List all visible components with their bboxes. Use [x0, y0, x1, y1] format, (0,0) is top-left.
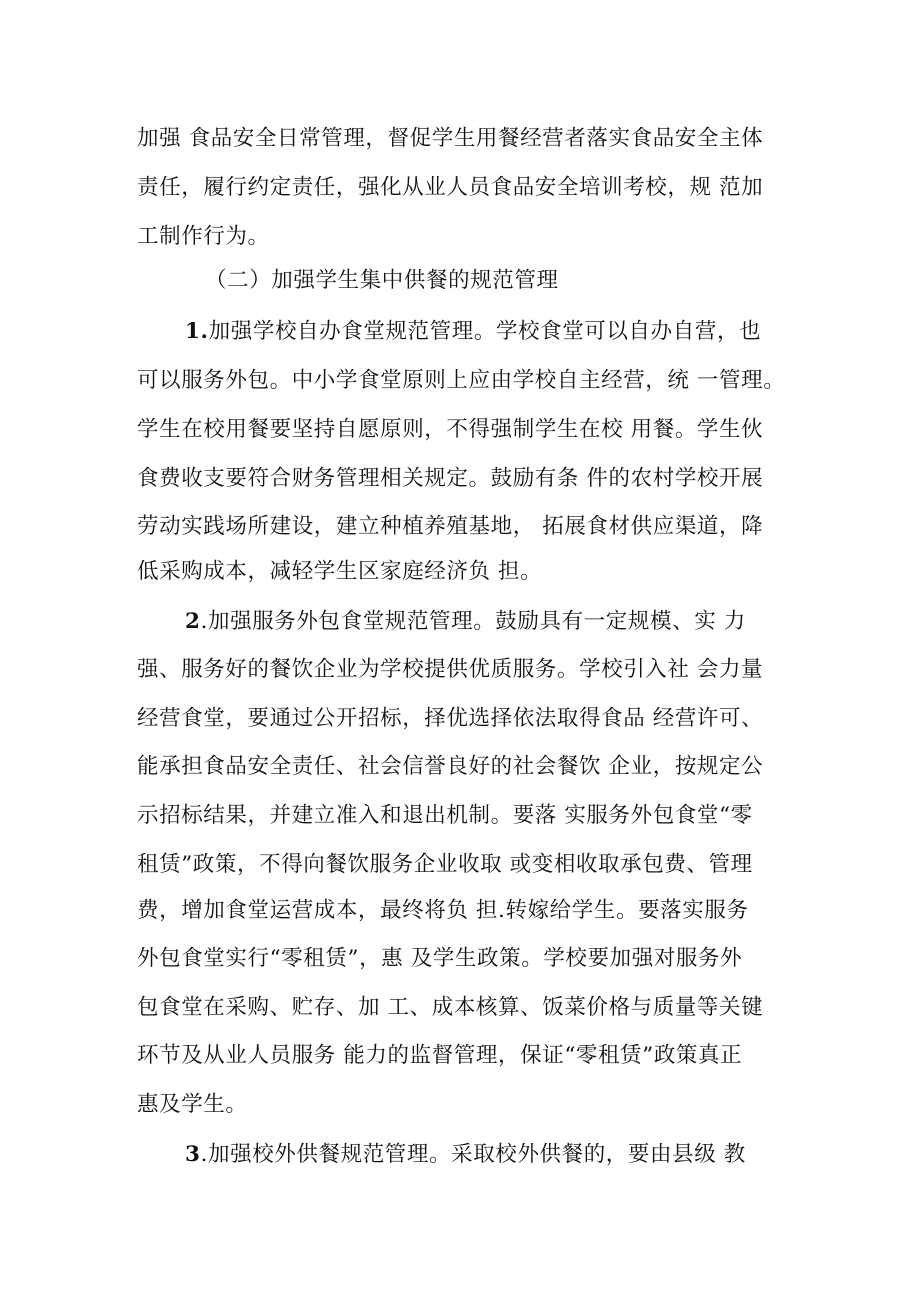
paragraph-line: 外包食堂实行“零租赁”，惠 及学生政策。学校要加强对服务外 — [137, 946, 743, 971]
paragraph-line: 食费收支要符合财务管理相关规定。鼓励有条 件的农村学校开展 — [137, 466, 764, 491]
paragraph-line: 费，增加食堂运营成本，最终将负 担.转嫁给学生。要落实服务 — [137, 898, 749, 923]
paragraph-line: 学生在校用餐要坚持自愿原则，不得强制学生在校 用餐。学生伙 — [137, 417, 764, 442]
paragraph-line: 示招标结果，并建立准入和退出机制。要落 实服务外包食堂“零 — [137, 803, 753, 828]
paragraph-line: 加强 食品安全日常管理，督促学生用餐经营者落实食品安全主体 — [137, 126, 764, 151]
paragraph-line: 经营食堂，要通过公开招标，择优选择依法取得食品 经营许可、 — [137, 706, 764, 731]
paragraph-line-text: .加强服务外包食堂规范管理。鼓励具有一定规模、实 力 — [200, 609, 746, 634]
item-number: 2 — [185, 609, 201, 634]
paragraph-line: 环节及从业人员服务 能力的监督管理，保证“零租赁”政策真正 — [137, 1043, 743, 1068]
paragraph-line: 低采购成本，减轻学生区家庭经济负 担。 — [137, 559, 543, 584]
paragraph-first-line — [185, 607, 746, 637]
item-number: 3 — [185, 1142, 201, 1167]
paragraph-first-line — [185, 317, 761, 347]
paragraph-line: 工制作行为。 — [137, 224, 270, 249]
paragraph-line: 可以服务外包。中小学食堂原则上应由学校自主经营，统 一管理。 — [137, 368, 786, 393]
paragraph-line: 强、服务好的餐饮企业为学校提供优质服务。学校引入社 会力量 — [137, 657, 764, 682]
section-heading: （二）加强学生集中供餐的规范管理 — [205, 268, 559, 293]
paragraph-line: 租赁”政策，不得向餐饮服务企业收取 或变相收取承包费、管理 — [137, 852, 753, 877]
paragraph-line: 包食堂在采购、贮存、加 工、成本核算、饭菜价格与质量等关键 — [137, 995, 764, 1020]
paragraph-line: 劳动实践场所建设，建立种植养殖基地， 拓展食材供应渠道，降 — [137, 514, 764, 539]
item-number: 1. — [185, 319, 209, 344]
paragraph-first-line — [185, 1140, 746, 1170]
paragraph-line-text: 加强学校自办食堂规范管理。学校食堂可以自办自营，也 — [208, 319, 762, 344]
paragraph-line: 惠及学生。 — [137, 1092, 248, 1117]
paragraph-line-text: .加强校外供餐规范管理。采取校外供餐的，要由县级 教 — [200, 1142, 746, 1167]
paragraph-line: 责任，履行约定责任，强化从业人员食品安全培训考校，规 范加 — [137, 175, 764, 200]
paragraph-line: 能承担食品安全责任、社会信誉良好的社会餐饮 企业，按规定公 — [137, 754, 764, 779]
